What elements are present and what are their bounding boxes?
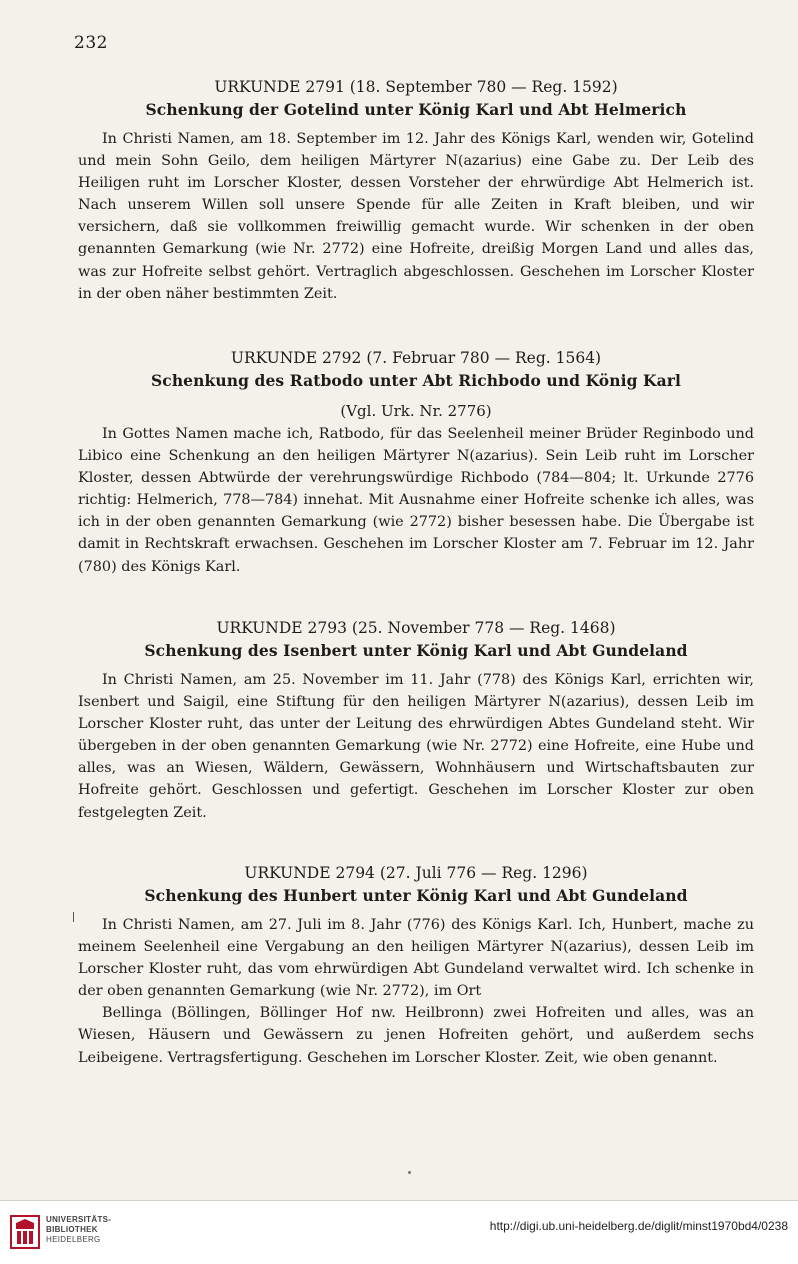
document-title: URKUNDE 2794 (27. Juli 776 — Reg. 1296) [244,864,588,882]
document-2793 [78,617,754,824]
library-name-line: UNIVERSITÄTS- [46,1215,112,1224]
library-name-line: HEIDELBERG [46,1235,101,1244]
document-paragraph: In Gottes Namen mache ich, Ratbodo, für das Seelenheil meiner Brüder Reginbodo und Libico eine Schenkung an den heiligen Märtyrer N(azarius). Sein Leib ruht im Lorscher Kloster, dessen Abtwürde der verehrungswürdige Richbodo (784—804; lt. Urkunde 2776 richtig: Helmerich, 778—784) innehat. Mit Ausnahme einer Hofreite schenke ich alles, was ich in der oben genannten Gemarkung (wie 2772) bisher besessen habe. Die Übergabe ist damit in Rechtskraft erwachsen. Geschehen im Lorscher Kloster am 7. Februar im 12. Jahr (780) des Königs Karl. [78,426,754,575]
document-2791 [78,76,754,305]
library-logo-icon[interactable] [10,1215,40,1249]
page-speck [408,1171,411,1174]
document-title: URKUNDE 2791 (18. September 780 — Reg. 1592) [214,78,618,96]
document-2792 [78,347,754,578]
document-subtitle: Schenkung des Hunbert unter König Karl und Abt Gundeland [144,886,688,905]
document-subtitle: Schenkung der Gotelind unter König Karl und Abt Helmerich [145,100,687,119]
source-url-link[interactable]: http://digi.ub.uni-heidelberg.de/diglit/minst1970bd4/0238 [489,1219,788,1233]
document-subtitle: Schenkung des Isenbert unter König Karl und Abt Gundeland [144,641,688,660]
document-reference: (Vgl. Urk. Nr. 2776) [340,402,492,420]
document-2794 [78,862,754,1069]
document-title: URKUNDE 2793 (25. November 778 — Reg. 1468) [216,619,616,637]
page-number: 232 [74,33,108,53]
digitization-footer [0,1201,798,1264]
document-paragraph: In Christi Namen, am 27. Juli im 8. Jahr (776) des Königs Karl. Ich, Hunbert, mache zu meinem Seelenheil eine Vergabung an den heiligen Märtyrer N(azarius), dessen Leib im Lorscher Kloster ruht, das vom ehrwürdigen Abt Gundeland verwaltet wird. Ich schenke in der oben genannten Gemarkung (wie Nr. 2772), im Ort [78,917,754,1000]
document-paragraph: Bellinga (Böllingen, Böllinger Hof nw. Heilbronn) zwei Hofreiten und alles, was an Wiesen, Häusern und Gewässern zu jenen Hofreiten gehört, und außerdem sechs Leibeigene. Vertragsfertigung. Geschehen im Lorscher Kloster. Zeit, wie oben genannt. [78,1005,754,1066]
library-name [46,1215,111,1245]
document-title: URKUNDE 2792 (7. Februar 780 — Reg. 1564) [230,349,602,367]
document-paragraph: In Christi Namen, am 25. November im 11. Jahr (778) des Königs Karl, errichten wir, Isenbert und Saigil, eine Stiftung für den heiligen Märtyrer N(azarius), dessen Leib im Lorscher Kloster ruht, das unter der Leitung des ehrwürdigen Abtes Gundeland steht. Wir übergeben in der oben genannten Gemarkung (wie Nr. 2772) eine Hofreite, eine Hube und alles, was an Wiesen, Wäldern, Gewässern, Wohnhäusern und Wirtschaftsbauten zur Hofreite gehört. Geschlossen und gefertigt. Geschehen im Lorscher Kloster zur oben festgelegten Zeit. [78,672,754,821]
margin-mark [73,912,74,922]
library-name-line: BIBLIOTHEK [46,1225,98,1234]
document-subtitle: Schenkung des Ratbodo unter Abt Richbodo und König Karl [150,371,682,390]
document-paragraph: In Christi Namen, am 18. September im 12. Jahr des Königs Karl, wenden wir, Gotelind und mein Sohn Geilo, dem heiligen Märtyrer N(azarius) eine Gabe zu. Der Leib des Heiligen ruht im Lorscher Kloster, dessen Vorsteher der ehrwürdige Abt Helmerich ist. Nach unserem Willen soll unsere Spende für alle Zeiten in Kraft bleiben, und wir versichern, daß sie vollkommen freiwillig gemacht wurde. Wir schenken in der oben genannten Gemarkung (wie Nr. 2772) eine Hofreite, dreißig Morgen Land und alles das, was zur Hofreite selbst gehört. Vertraglich abgeschlossen. Geschehen im Lorscher Kloster in der oben näher bestimmten Zeit. [78,131,754,302]
